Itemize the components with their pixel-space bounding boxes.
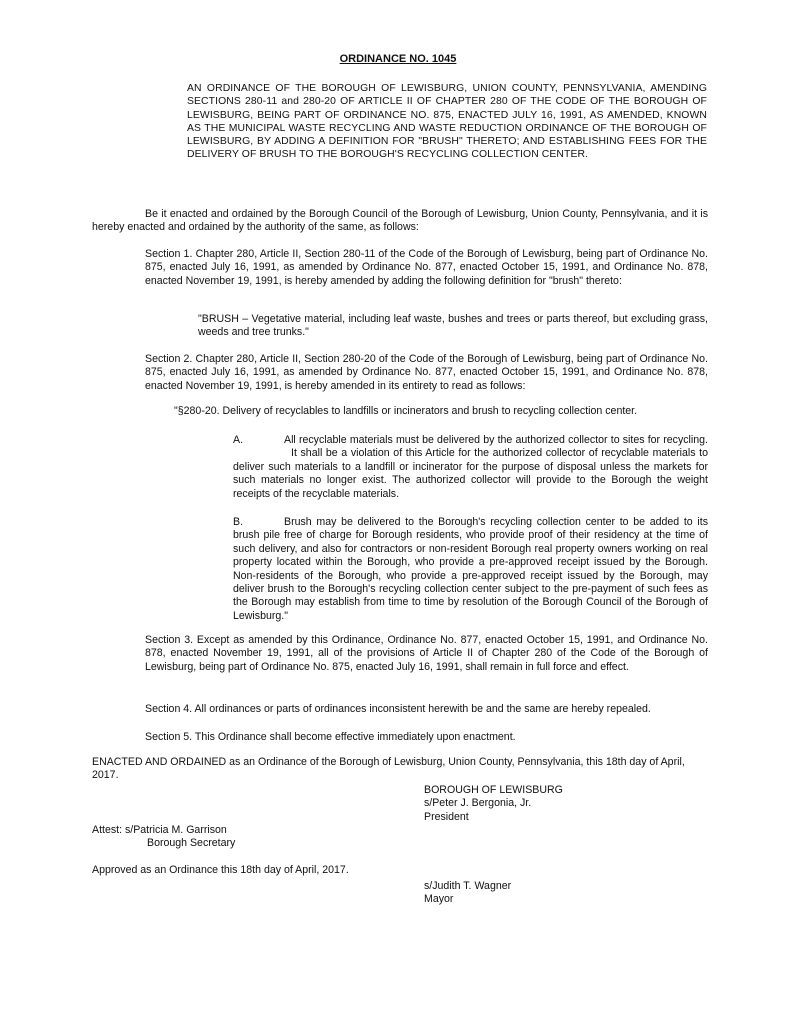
approved-statement: Approved as an Ordinance this 18th day of April, 2017. (92, 864, 349, 876)
paragraph-a-label: A. (233, 434, 244, 446)
paragraph-b-label: B. (233, 516, 244, 528)
paragraph-a (233, 434, 708, 501)
ordinance-title: ORDINANCE NO. 1045 (339, 53, 457, 65)
mayor-signature: s/Judith T. Wagner (424, 880, 512, 892)
mayor-signature-block (424, 880, 511, 907)
section-4: Section 4. All ordinances or parts of ordinances inconsistent herewith be and the same are hereby repealed. (145, 703, 651, 715)
borough-name: BOROUGH OF LEWISBURG (424, 784, 563, 796)
ordinance-preamble: AN ORDINANCE OF THE BOROUGH OF LEWISBURG, UNION COUNTY, PENNSYLVANIA, AMENDING SECTIONS 280-11 and 280-20 OF ARTICLE II OF CHAPTER 280 OF THE CODE OF THE BOROUGH OF LEWISBURG, BEING PART OF ORDINANCE NO. 875, ENACTED JULY 16, 1991, AS AMENDED, KNOWN AS THE MUNICIPAL WASTE RECYCLING AND WASTE REDUCTION ORDINANCE OF THE BOROUGH OF LEWISBURG, BY ADDING A DEFINITION FOR "BRUSH" THERETO; AND ESTABLISHING FEES FOR THE DELIVERY OF BRUSH TO THE BOROUGH'S RECYCLING COLLECTION CENTER. (187, 83, 707, 161)
section-1: Section 1. Chapter 280, Article II, Section 280-11 of the Code of the Borough of Lewisburg, being part of Ordinance No. 875, enacted July 16, 1991, as amended by Ordinance No. 877, enacted October 15, 1991, and Ordinance No. 878, enacted November 19, 1991, is hereby amended by adding the following definition for "brush" thereto: (145, 248, 708, 287)
attest-block (92, 824, 235, 851)
paragraph-a-text-start: All recyclable materials must be delivered by the authorized collector to sites for recycling. (284, 434, 708, 446)
president-title: President (424, 810, 469, 823)
paragraph-b-text: Brush may be delivered to the Borough's recycling collection center to be added to its brush pile free of charge for Borough residents, who provide proof of their residency at the time of such delivery, and also for contractors or non-resident Borough real property owners working on real property located within the Borough, who provide a pre-approved receipt issued by the Borough. Non-residents of the Borough, who provide a pre-approved receipt issued by the Borough, may deliver brush to the Borough's recycling collection center subject to the pre-payment of such fees as the Borough may establish from time to time by resolution of the Borough Council of the Borough of Lewisburg." (233, 516, 708, 622)
section-2: Section 2. Chapter 280, Article II, Section 280-20 of the Code of the Borough of Lewisburg, being part of Ordinance No. 875, enacted July 16, 1991, as amended by Ordinance No. 877, enacted October 15, 1991, and Ordinance No. 878, enacted November 19, 1991, is hereby amended in its entirety to read as follows: (145, 353, 708, 392)
paragraph-a-text-rest: It shall be a violation of this Article for the authorized collector of recyclable materials to deliver such materials to a landfill or incinerator for the purpose of disposal unless the markets for such materials no longer exist. The authorized collector will provide to the Borough the weight receipts of the recyclable materials. (233, 447, 708, 500)
enacted-statement: ENACTED AND ORDAINED as an Ordinance of the Borough of Lewisburg, Union County, Pennsylvania, this 18th day of April, 2017. (92, 756, 685, 782)
paragraph-b (233, 516, 708, 623)
attest-signature: Attest: s/Patricia M. Garrison (92, 824, 227, 836)
borough-signature-block (424, 784, 563, 824)
brush-definition: "BRUSH – Vegetative material, including leaf waste, bushes and trees or parts thereof, but excluding grass, weeds and tree trunks." (198, 313, 708, 339)
section-280-20-heading: "§280-20. Delivery of recyclables to landfills or incinerators and brush to recycling collection center. (174, 405, 638, 417)
section-5: Section 5. This Ordinance shall become effective immediately upon enactment. (145, 731, 516, 743)
president-signature: s/Peter J. Bergonia, Jr. (424, 797, 532, 810)
mayor-title: Mayor (424, 893, 454, 906)
section-3: Section 3. Except as amended by this Ordinance, Ordinance No. 877, enacted October 15, 1991, and Ordinance No. 878, enacted November 19, 1991, all of the provisions of Article II of Chapter 280 of the Code of the Borough of Lewisburg, being part of Ordinance No. 875, enacted July 16, 1991, shall remain in full force and effect. (145, 634, 708, 673)
attest-title: Borough Secretary (147, 837, 236, 850)
enactment-intro: Be it enacted and ordained by the Borough Council of the Borough of Lewisburg, Union County, Pennsylvania, and it is hereby enacted and ordained by the authority of the same, as follows: (92, 208, 708, 234)
